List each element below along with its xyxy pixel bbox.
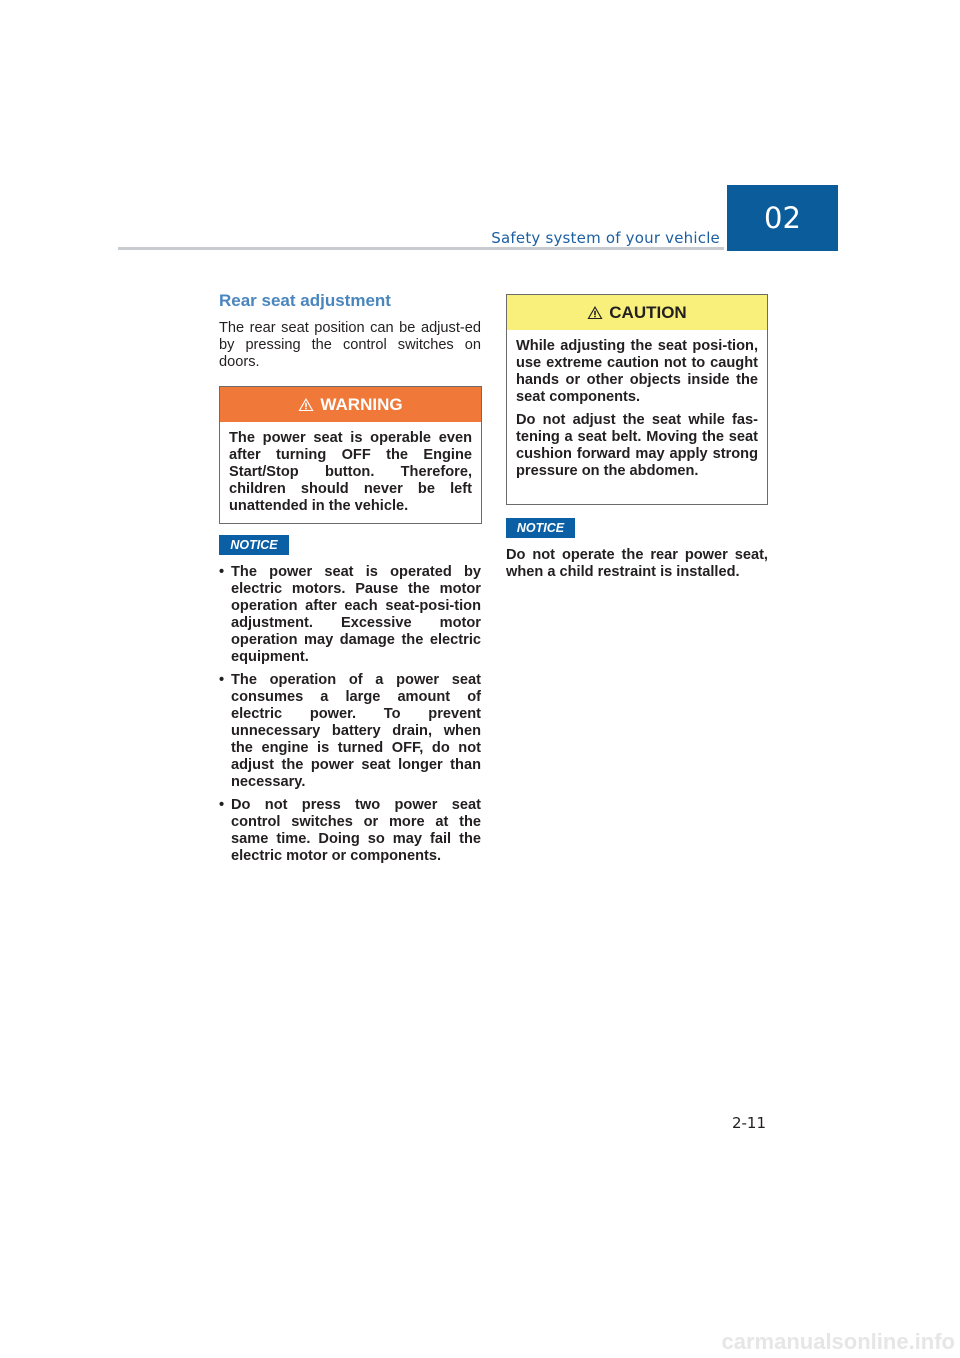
list-item: • The power seat is operated by electric motors. Pause the motor operation after each seat-posi-tion adjustment. Excessive motor operation may damage the electric equipment. — [219, 564, 481, 666]
caution-header — [507, 295, 767, 330]
watermark: carmanualsonline.info — [721, 1329, 955, 1354]
caution-label: CAUTION — [609, 302, 687, 322]
caution-paragraph: While adjusting the seat posi-tion, use extreme caution not to caught hands or other objects inside the seat components. — [516, 338, 758, 405]
warning-box — [219, 386, 482, 524]
caution-box — [506, 294, 768, 505]
notice-badge-right: NOTICE — [506, 518, 575, 538]
page-number: 2-11 — [731, 1114, 766, 1132]
list-item: • The operation of a power seat consumes a large amount of electric power. To prevent unnecessary battery drain, when the engine is turned OFF, do not adjust the power seat longer than necessary. — [219, 672, 481, 791]
warning-header — [220, 387, 481, 422]
notice-right-text: Do not operate the rear power seat, when a child restraint is installed. — [506, 547, 768, 580]
warning-text: The power seat is operable even after turning OFF the Engine Start/Stop button. Therefore, children should never be left unattended in the vehicle. — [229, 430, 472, 514]
notice-list — [219, 564, 481, 871]
chapter-badge: 02 — [727, 185, 838, 251]
intro-paragraph: The rear seat position can be adjust-ed by pressing the control switches on doors. — [219, 320, 481, 370]
page-title: Rear seat adjustment — [219, 291, 391, 310]
caution-paragraph: Do not adjust the seat while fas-tening a seat belt. Moving the seat cushion forward may apply strong pressure on the abdomen. — [516, 412, 758, 479]
list-item: • Do not press two power seat control switches or more at the same time. Doing so may fail the electric motor or components. — [219, 797, 481, 865]
section-header-title: Safety system of your vehicle — [491, 229, 720, 247]
header-rule — [118, 247, 724, 250]
caution-triangle-icon — [587, 305, 603, 320]
warning-label: WARNING — [320, 394, 403, 414]
caution-text — [507, 330, 767, 480]
notice-badge-left: NOTICE — [219, 535, 289, 555]
warning-triangle-icon — [298, 397, 314, 412]
